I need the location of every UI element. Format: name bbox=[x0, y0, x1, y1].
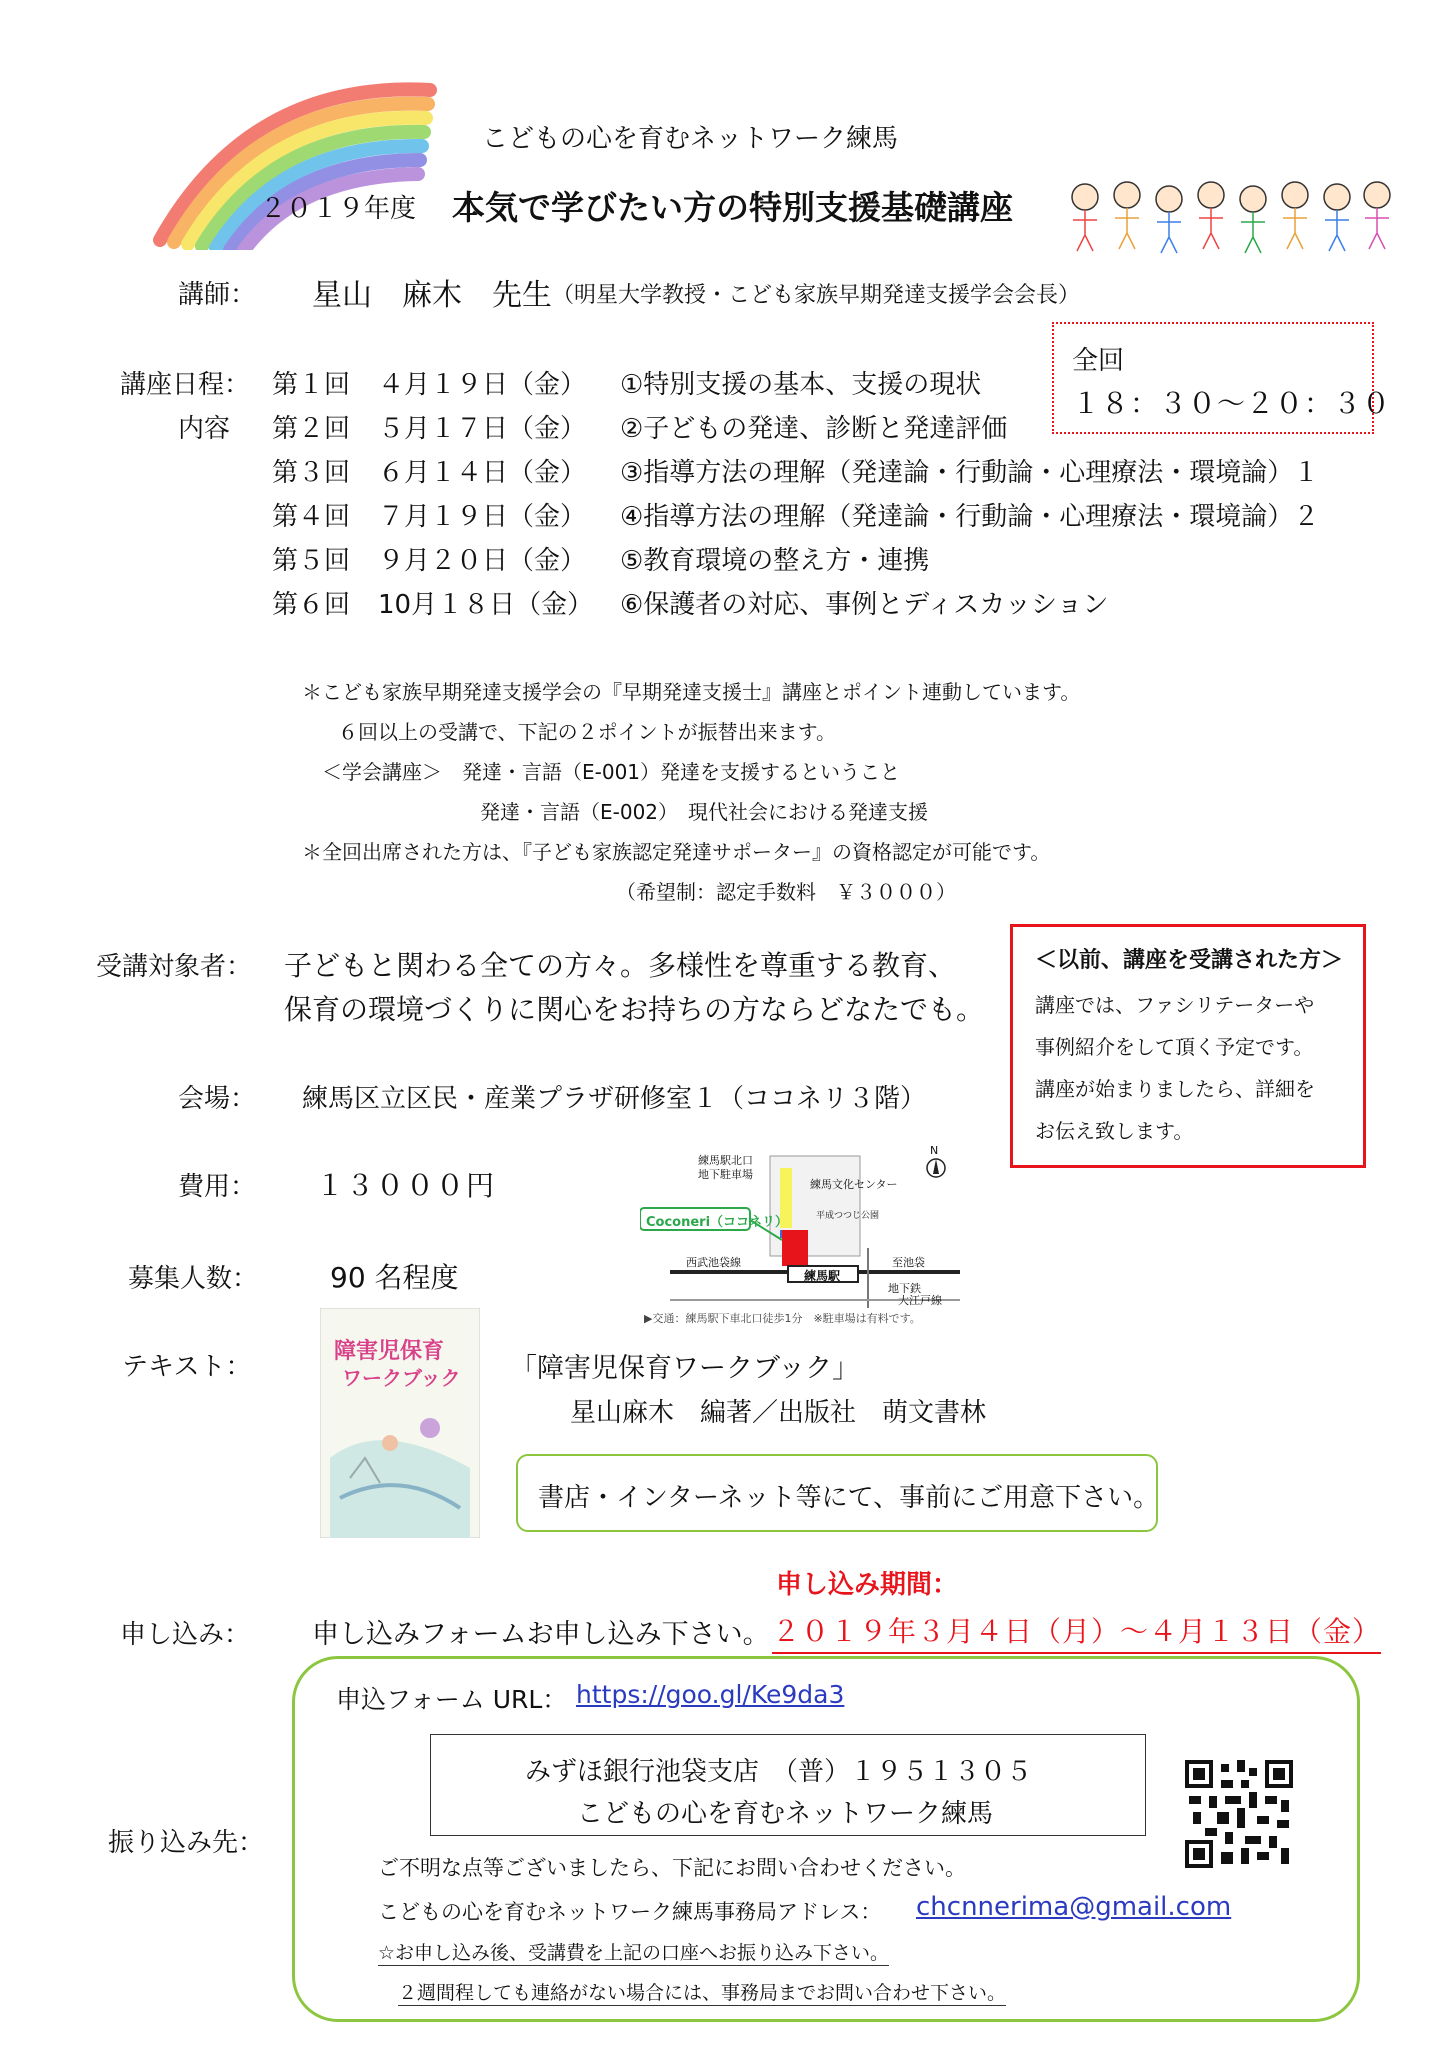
transfer-note: ☆お申し込み後、受講費を上記の口座へお振り込み下さい。 bbox=[378, 1938, 889, 1966]
session-date: ４月１９日（金） bbox=[378, 370, 587, 400]
previous-box-title: ＜以前、講座を受講された方＞ bbox=[1035, 948, 1344, 973]
session-no: 第１回 bbox=[272, 370, 351, 400]
textbook-cover bbox=[320, 1308, 480, 1538]
form-url-link[interactable]: https://goo.gl/Ke9da3 bbox=[576, 1680, 845, 1709]
previous-box-line-2: 事例紹介をして頂く予定です。 bbox=[1035, 1035, 1314, 1059]
textbook-author: 星山麻木 編著／出版社 萌文書林 bbox=[570, 1398, 987, 1428]
time-box bbox=[1052, 322, 1392, 434]
form-url-label: 申込フォーム URL： bbox=[336, 1685, 568, 1714]
session-date: ５月１７日（金） bbox=[378, 414, 587, 444]
session-date: ６月１４日（金） bbox=[378, 458, 587, 488]
email-label: こどもの心を育むネットワーク練馬事務局アドレス： bbox=[378, 1900, 882, 1924]
cover-title-1: 障害児保育 bbox=[334, 1339, 445, 1364]
children-illustration bbox=[1065, 175, 1395, 255]
note-line-3: ＜学会講座＞ 発達・言語（E-001）発達を支援するということ bbox=[322, 760, 901, 784]
application-label: 申し込み： bbox=[120, 1620, 251, 1650]
map-north-label: N bbox=[930, 1144, 939, 1157]
map-subway-2: 大江戸線 bbox=[898, 1294, 942, 1307]
org-title: こどもの心を育むネットワーク練馬 bbox=[482, 124, 899, 154]
bank-account-box bbox=[430, 1734, 1146, 1836]
prepare-note: 書店・インターネット等にて、事前にご用意下さい。 bbox=[538, 1483, 1160, 1513]
session-date: ７月１９日（金） bbox=[378, 502, 587, 532]
capacity-label: 募集人数： bbox=[128, 1264, 259, 1294]
note-line-5: ＊全回出席された方は、『子ども家族認定発達サポーター』の資格認定が可能です。 bbox=[302, 840, 1051, 864]
qr-code-icon[interactable] bbox=[1185, 1760, 1293, 1868]
previous-box-line-4: お伝え致します。 bbox=[1035, 1119, 1194, 1143]
note-line-2: ６回以上の受講で、下記の２ポイントが振替出来ます。 bbox=[338, 720, 836, 744]
cover-title-2: ワークブック bbox=[342, 1366, 461, 1390]
target-line-2: 保育の環境づくりに関心をお持ちの方ならどなたでも。 bbox=[284, 993, 985, 1026]
textbook-label: テキスト： bbox=[122, 1352, 252, 1382]
inquiry-text: ご不明な点等ございましたら、下記にお問い合わせください。 bbox=[378, 1856, 966, 1880]
application-period-label: 申し込み期間： bbox=[776, 1570, 959, 1600]
target-label: 受講対象者： bbox=[96, 952, 253, 982]
map-coconeri: Coconeri（ココネリ） bbox=[646, 1215, 789, 1230]
bank-line-1: みずほ銀行池袋支店 （普）１９５１３０５ bbox=[525, 1757, 1033, 1787]
course-title: 本気で学びたい方の特別支援基礎講座 bbox=[452, 188, 1013, 227]
instructor-affiliation: （明星大学教授・こども家族早期発達支援学会会長） bbox=[552, 283, 1081, 308]
session-date: 10月１８日（金） bbox=[378, 590, 594, 620]
instructor-name: 星山 麻木 先生 bbox=[312, 278, 552, 313]
time-value: １８：３０〜２０：３０ bbox=[1072, 387, 1392, 420]
schedule-label: 講座日程： bbox=[120, 370, 251, 400]
session-no: 第４回 bbox=[272, 502, 351, 532]
target-line-1: 子どもと関わる全ての方々。多様性を尊重する教育、 bbox=[284, 949, 957, 982]
session-topic: ④指導方法の理解（発達論・行動論・心理療法・環境論）２ bbox=[620, 502, 1320, 532]
venue-map bbox=[640, 1144, 980, 1328]
application-period: ２０１９年３月４日（月）〜４月１３日（金） bbox=[772, 1610, 1381, 1654]
email-link[interactable]: chcnnerima@gmail.com bbox=[916, 1892, 1232, 1922]
session-no: 第５回 bbox=[272, 546, 351, 576]
session-no: 第６回 bbox=[272, 590, 351, 620]
bank-line-2: こどもの心を育むネットワーク練馬 bbox=[577, 1799, 994, 1829]
instructor-label: 講師： bbox=[178, 280, 257, 310]
venue-label: 会場： bbox=[178, 1084, 257, 1114]
session-topic: ⑤教育環境の整え方・連携 bbox=[620, 546, 930, 576]
map-culture-center: 練馬文化センター bbox=[810, 1178, 898, 1191]
map-subway-1: 地下鉄 bbox=[888, 1282, 921, 1295]
fee-value: １３０００円 bbox=[316, 1169, 497, 1202]
map-seibu-line: 西武池袋線 bbox=[686, 1256, 741, 1269]
contact-note: ２週間程しても連絡がない場合には、事務局までお問い合わせ下さい。 bbox=[398, 1978, 1006, 2006]
session-topic: ①特別支援の基本、支援の現状 bbox=[620, 370, 982, 400]
year-label: ２０１９年度 bbox=[260, 194, 417, 224]
payment-label: 振り込み先： bbox=[108, 1828, 265, 1858]
fee-label: 費用： bbox=[178, 1172, 257, 1202]
session-no: 第２回 bbox=[272, 414, 351, 444]
previous-attendees-box bbox=[1010, 924, 1366, 1168]
session-topic: ⑥保護者の対応、事例とディスカッション bbox=[620, 590, 1109, 620]
previous-box-line-1: 講座では、ファシリテーターや bbox=[1035, 993, 1315, 1017]
map-access-note: ▶交通：練馬駅下車北口徒歩1分 ※駐車場は有料です。 bbox=[644, 1312, 921, 1325]
note-line-4: 発達・言語（E-002） 現代社会における発達支援 bbox=[480, 800, 929, 824]
session-topic: ②子どもの発達、診断と発達評価 bbox=[620, 414, 1008, 444]
textbook-title: 「障害児保育ワークブック」 bbox=[510, 1353, 860, 1384]
session-topic: ③指導方法の理解（発達論・行動論・心理療法・環境論）１ bbox=[620, 458, 1320, 488]
note-line-6: （希望制：認定手数料 ￥３０００） bbox=[616, 880, 956, 904]
prepare-note-box bbox=[516, 1454, 1158, 1532]
map-exit-parking-1: 練馬駅北口 bbox=[698, 1154, 753, 1167]
map-park: 平成つつじ公園 bbox=[816, 1211, 880, 1221]
map-to-ikebukuro: 至池袋 bbox=[892, 1256, 925, 1269]
map-exit-parking-2: 地下駐車場 bbox=[698, 1168, 753, 1181]
note-line-1: ＊こども家族早期発達支援学会の『早期発達支援士』講座とポイント連動しています。 bbox=[302, 680, 1081, 704]
session-no: 第３回 bbox=[272, 458, 351, 488]
session-date: ９月２０日（金） bbox=[378, 546, 587, 576]
application-text: 申し込みフォームお申し込み下さい。 bbox=[312, 1619, 770, 1650]
capacity-value: 90 名程度 bbox=[330, 1261, 459, 1294]
previous-box-line-3: 講座が始まりましたら、詳細を bbox=[1035, 1077, 1315, 1101]
time-label: 全回 bbox=[1072, 346, 1125, 376]
content-label: 内容 bbox=[178, 414, 231, 444]
map-station: 練馬駅 bbox=[804, 1269, 841, 1283]
venue-value: 練馬区立区民・産業プラザ研修室１（ココネリ３階） bbox=[302, 1084, 927, 1114]
